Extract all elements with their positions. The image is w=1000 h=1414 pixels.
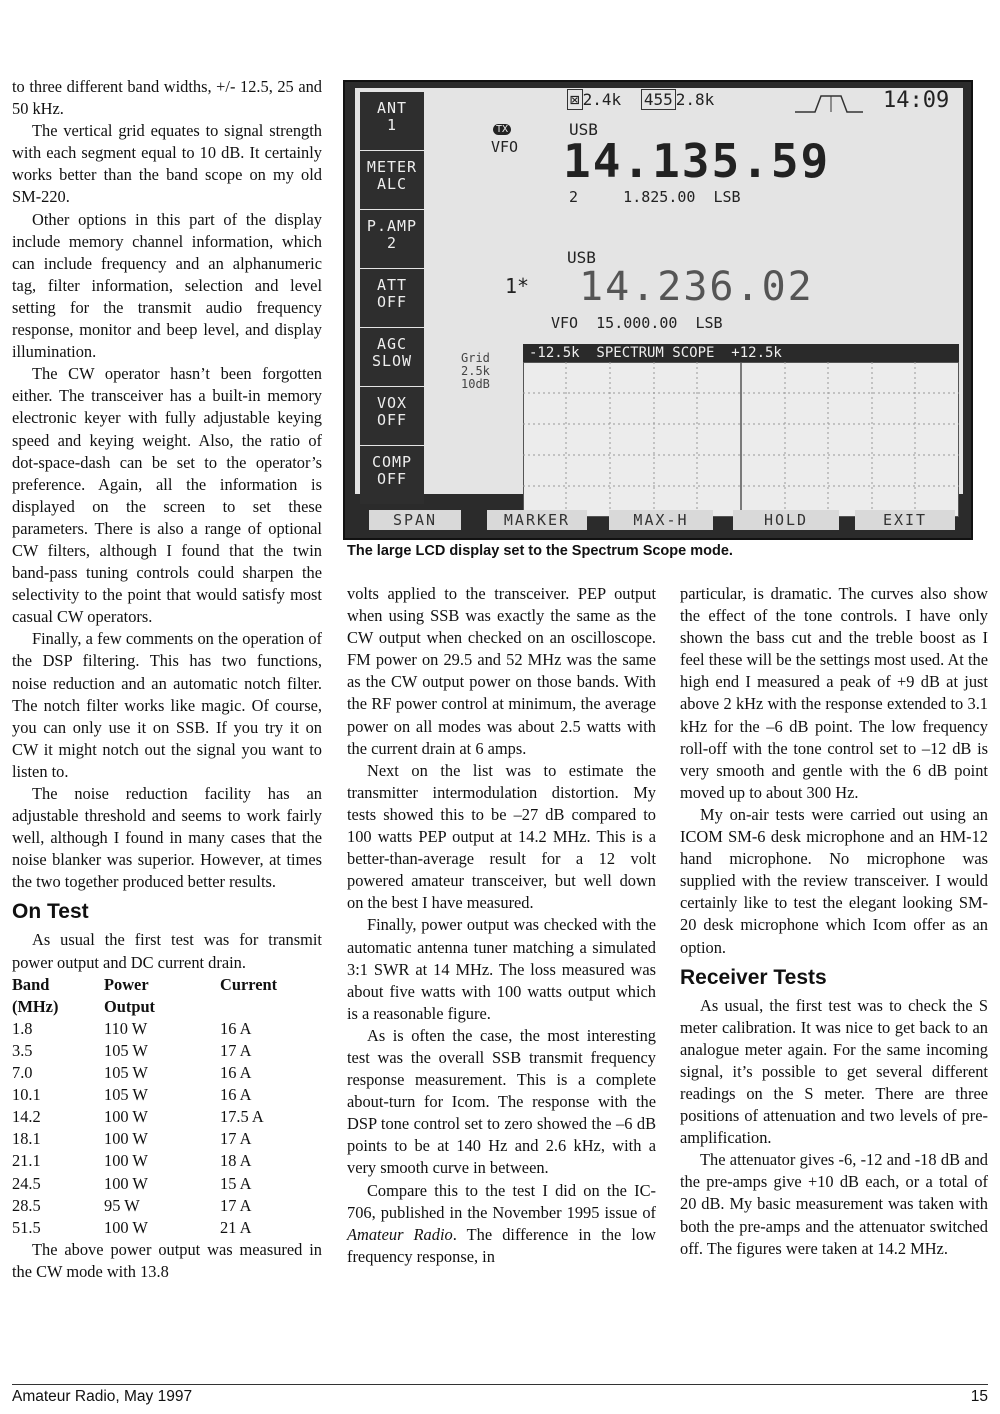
table-row [12,1195,312,1217]
figure-caption: The large LCD display set to the Spectrum Scope mode. [347,543,733,559]
paragraph: As is often the case, the most interesting test was the overall SSB transmit frequency response measurement. This is a complete about-turn for Icom. The response with the DSP tone control set to zero showed the –6 dB points to be at 140 Hz and 2.6 kHz, with a very smooth curve in between. [347,1025,656,1178]
paragraph: The noise reduction facility has an adjustable threshold and seems to work fairly well, although I found in many cases that the noise blanker was superior. However, at times the two together produced better results. [12,784,322,892]
cell-power: 100 W [104,1107,148,1127]
filter-indicator: ⊠ 2.4k 455 2.8k [567,90,714,109]
table-row [12,1150,312,1172]
cell-current: 18 A [220,1151,252,1171]
sub-frequency: 14.236.02 [579,264,814,310]
table-row [12,1106,312,1128]
vfo-frequency-line: VFO 15.000.00 LSB [551,314,723,332]
mode-sub: USB [567,248,596,267]
main-frequency: 14.135.59 [563,134,831,188]
page-number: 15 [970,1388,988,1405]
column-header-mhz: (MHz) [12,996,59,1016]
cell-current: 16 A [220,1063,252,1083]
cell-band: 28.5 [12,1195,41,1215]
scope-title-bar: -12.5k SPECTRUM SCOPE +12.5k [523,344,959,362]
table-row [12,1040,312,1062]
paragraph: Other options in this part of the display include memory channel information, which can include frequency and an alphanumeric tag, filter information, selection and level setting for the transmit audio frequency response, monitor and beep level, and display illumination. [12,209,322,362]
softkey-vox: VOX OFF [360,387,424,445]
cell-current: 17 A [220,1040,252,1060]
cell-band: 24.5 [12,1173,41,1193]
max-h-button: MAX-H [609,510,713,530]
cell-current: 16 A [220,1018,252,1038]
marker-button: MARKER [487,510,587,530]
cell-current: 17 A [220,1129,252,1149]
cell-power: 100 W [104,1151,148,1171]
tx-badge: TX [493,124,511,135]
grid-info: Grid 2.5k 10dB [461,351,490,391]
table-row [12,1217,312,1239]
table-row [12,1128,312,1150]
softkey-meter: METER ALC [360,151,424,209]
paragraph: The above power output was measured in the CW mode with 13.8 [12,1239,322,1281]
cell-current: 16 A [220,1085,252,1105]
cell-power: 95 W [104,1195,140,1215]
span-button: SPAN [369,510,461,530]
vfo-label: VFO [491,138,519,156]
column-1 [12,76,322,1283]
cell-band: 21.1 [12,1151,41,1171]
column-header-current: Current [220,974,278,994]
column-header-power: Power [104,974,149,994]
hold-button: HOLD [733,510,839,530]
lcd-display-photo [343,80,973,540]
column-header-band: Band [12,974,50,994]
paragraph: The vertical grid equates to signal strength with each segment equal to 10 dB. It certainly works better than the band scope on my old SM-220. [12,121,322,207]
softkey-att: ATT OFF [360,269,424,327]
cell-power: 100 W [104,1217,148,1237]
paragraph: to three different band widths, +/- 12.5, 25 and 50 kHz. [12,77,322,119]
power-table [12,974,312,1239]
paragraph: Finally, power output was checked with the automatic antenna tuner matching a simulated 3:1 SWR at 14 MHz. The loss measured was about five watts with 100 watts output which is a reasonable figure. [347,915,656,1023]
table-row [12,1173,312,1195]
cell-band: 18.1 [12,1129,41,1149]
column-header-output: Output [104,996,156,1016]
memory-indicator: 1* [505,274,530,298]
table-row [12,1084,312,1106]
paragraph: Compare this to the test I did on the IC-706, published in the November 1995 issue of Amateur Radio. The difference in the low frequency response, in [347,1180,656,1266]
cell-band: 51.5 [12,1217,41,1237]
paragraph: Next on the list was to estimate the transmitter intermodulation distortion. My tests showed this to be –27 dB compared to 100 watts PEP output at 14.2 MHz. This is a better-than-average result for a 12 volt powered amateur transceiver, but well down on the best I have measured. [347,760,656,913]
table-header-row [12,974,312,996]
softkey-ant: ANT 1 [360,92,424,150]
cell-band: 3.5 [12,1040,33,1060]
footer-publication: Amateur Radio, May 1997 [12,1388,193,1405]
cell-power: 100 W [104,1173,148,1193]
mode-main: USB [569,120,598,139]
column-3 [680,583,988,1260]
paragraph: The attenuator gives -6, -12 and -18 dB and the pre-amps give +10 dB each, or a total of 20 dB. My basic measurement was taken with both the pre-amps and the attenuator switched off. The figures were taken at 14.2 MHz. [680,1150,988,1258]
cell-band: 10.1 [12,1085,41,1105]
column-2 [347,583,656,1268]
section-heading-on-test: On Test [12,900,89,924]
softkey-comp: COMP OFF [360,446,424,504]
cell-power: 110 W [104,1018,148,1038]
paragraph: The CW operator hasn’t been forgotten either. The transceiver has a built-in memory electronic keyer with fully adjustable keying speed and keying weight. Also, the ratio of dot-space-dash can be set to the operator’s preference. Again, all the information is displayed on the screen to set these parameters. There is also a range of optional CW filters, although I found that the twin band-pass tuning controls could sharpen the selectivity to the point that would satisfy most casual CW operators. [12,364,322,627]
softkey-pamp: P.AMP 2 [360,210,424,268]
table-row [12,1018,312,1040]
lcd-screen [355,88,963,494]
cell-band: 14.2 [12,1107,41,1127]
cell-band: 1.8 [12,1018,33,1038]
exit-button: EXIT [855,510,955,530]
table-row [12,1062,312,1084]
publication-title: Amateur Radio [347,1224,453,1244]
cell-power: 105 W [104,1063,148,1083]
paragraph: particular, is dramatic. The curves also show the effect of the tone controls. I have only shown the bass cut and the treble boost as I feel these will be the settings most used. At the high end I measured a peak of +9 dB at just above 2 kHz with the response extended to 3.1 kHz for the –6 dB point. The low frequency roll-off with the tone control set to –12 dB is very smooth and gentle with the 6 dB point moved up to about 300 Hz. [680,584,988,802]
cell-band: 7.0 [12,1063,33,1083]
paragraph: My on-air tests were carried out using an ICOM SM-6 desk microphone and an HM-12 hand microphone. No microphone was supplied with the review transceiver. I would certainly like to test the elegant looking SM-20 desk microphone which Icom offer as an option. [680,804,988,957]
spectrum-scope [523,344,959,517]
paragraph: As usual, the first test was to check the S meter calibration. It was nice to get back to an analogue meter again. For the same incoming signal, it’s possible to get several different readings on the S meter. There are three positions of attenuation and two levels of pre-amplification. [680,995,988,1148]
paragraph: Finally, a few comments on the operation of the DSP filtering. This has two functions, noise reduction and an automatic notch filter. The notch filter works like magic. Of course, you can only use it on SSB. If you try it on CW it might notch out the signal you want to listen to. [12,629,322,781]
passband-icon [795,92,863,114]
sub-band-line: 2 1.825.00 LSB [569,188,741,206]
scope-grid [523,362,959,517]
cell-current: 21 A [220,1217,252,1237]
softkey-agc: AGC SLOW [360,328,424,386]
paragraph: As usual the first test was for transmit power output and DC current drain. [12,930,322,972]
cell-power: 105 W [104,1085,148,1105]
cell-current: 17.5 A [220,1107,264,1127]
cell-power: 105 W [104,1040,148,1060]
table-header-row [12,996,312,1018]
cell-power: 100 W [104,1129,148,1149]
clock: 14:09 [883,88,950,113]
paragraph: volts applied to the transceiver. PEP output when using SSB was exactly the same as the CW output when checked on an oscilloscope. FM power on 29.5 and 52 MHz was the same as the CW output power on those bands. With the RF power control at minimum, the average power on all modes was about 2.5 watts with the current drain at 6 amps. [347,584,656,758]
footer-rule [12,1384,988,1385]
cell-current: 15 A [220,1173,252,1193]
section-heading-receiver-tests: Receiver Tests [680,965,827,989]
cell-current: 17 A [220,1195,252,1215]
